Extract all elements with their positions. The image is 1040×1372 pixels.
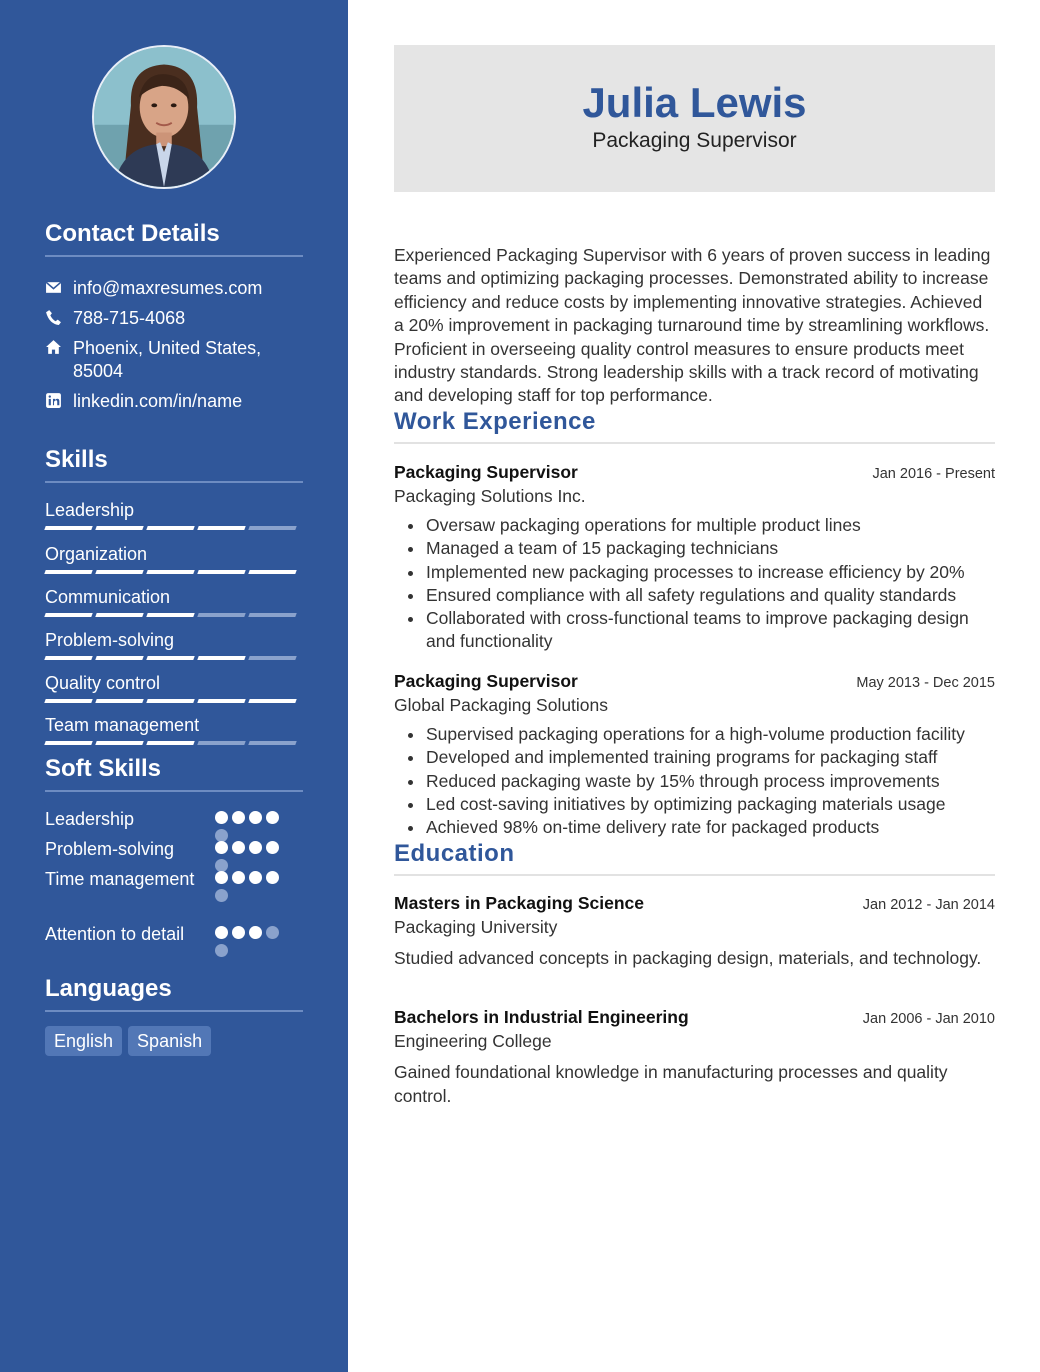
skill-level-segment [248,570,296,574]
skill-item [45,499,303,530]
language-badge: Spanish [128,1026,211,1056]
skill-item [45,672,303,703]
skill-label: Leadership [45,500,135,520]
job-entry [394,460,995,654]
contact-email-text: info@maxresumes.com [73,278,263,298]
skill-level-segment [95,526,143,530]
soft-skill-item [45,808,303,831]
job-bullet: Reduced packaging waste by 15% through process improvements [394,770,995,793]
soft-skill-label: Time management [45,869,195,889]
soft-skill-item [45,868,303,891]
contact-email[interactable] [45,277,303,300]
rating-dot [249,841,262,854]
skill-level-segment [95,699,143,703]
skill-level-segment [197,699,245,703]
linkedin-icon [45,390,73,413]
phone-icon [45,307,73,330]
skill-item [45,629,303,660]
job-bullet: Collaborated with cross-functional teams to improve packaging design and functionality [394,607,995,654]
skill-level-segment [248,699,296,703]
soft-skills-heading: Soft Skills [45,755,303,792]
skill-level-segment [146,526,194,530]
job-bullets [394,723,995,839]
work-experience-heading: Work Experience [394,408,995,444]
skill-label: Problem-solving [45,630,175,650]
skill-level-segment [146,699,194,703]
skill-level-segment [197,613,245,617]
profile-photo [92,45,236,189]
degree-title: Bachelors in Industrial Engineering [394,1007,689,1027]
rating-dot [266,811,279,824]
soft-skill-item [45,838,303,861]
skill-level-segment [44,570,92,574]
rating-dot [215,889,228,902]
rating-dot [215,926,228,939]
education-entry [394,891,995,970]
home-icon [45,337,73,383]
job-bullet: Oversaw packaging operations for multiple product lines [394,514,995,537]
rating-dot [232,926,245,939]
job-bullet: Achieved 98% on-time delivery rate for packaged products [394,816,995,839]
skill-label: Team management [45,715,200,735]
skill-level-segment [95,570,143,574]
skill-level-segment [248,526,296,530]
job-date: May 2013 - Dec 2015 [856,675,995,691]
education-heading: Education [394,840,995,876]
skill-level-bar [45,741,303,745]
skill-level-segment [146,570,194,574]
education-description: Gained foundational knowledge in manufacturing processes and quality control. [394,1062,948,1106]
job-bullet: Managed a team of 15 packaging technicians [394,537,995,560]
rating-dot [266,926,279,939]
candidate-role: Packaging Supervisor [592,129,797,152]
job-title: Packaging Supervisor [394,671,578,691]
contact-address [45,337,303,383]
skill-item [45,714,303,745]
education-date: Jan 2012 - Jan 2014 [862,897,995,913]
skill-level-bar [45,656,303,660]
skill-level-segment [197,570,245,574]
skill-level-segment [44,741,92,745]
soft-skill-label: Leadership [45,809,135,829]
job-bullet: Ensured compliance with all safety regulations and quality standards [394,584,995,607]
job-company: Packaging Solutions Inc. [394,486,586,506]
rating-dot [249,811,262,824]
candidate-name: Julia Lewis [582,79,807,126]
job-title: Packaging Supervisor [394,462,578,482]
skills-heading: Skills [45,446,303,483]
contact-linkedin-text: linkedin.com/in/name [73,391,243,411]
skill-level-segment [248,656,296,660]
contact-heading: Contact Details [45,220,303,257]
rating-dot [232,871,245,884]
skill-label: Communication [45,587,171,607]
skill-level-bar [45,570,303,574]
education-date: Jan 2006 - Jan 2010 [862,1011,995,1027]
skill-level-bar [45,526,303,530]
summary-paragraph: Experienced Packaging Supervisor with 6 years of proven success in leading teams and optimizing packaging processes. Demonstrated ability to increase efficiency and reduce costs by implementing innovative strategies. Achieved a 20% improvement in packaging turnaround time by streamlining workflows. Proficient in overseeing quality control measures to ensure products meet industry standards. Strong leadership skills with a track record of motivating and developing staff for top performance. [394,245,991,406]
education-entry [394,1005,995,1108]
job-entry [394,669,995,839]
rating-dot [266,841,279,854]
rating-dot [215,811,228,824]
skill-level-segment [248,741,296,745]
skill-label: Organization [45,544,148,564]
soft-skill-label: Attention to detail [45,924,185,944]
rating-dot [215,871,228,884]
skill-level-segment [197,656,245,660]
job-bullet: Developed and implemented training programs for packaging staff [394,746,995,769]
skill-level-bar [45,699,303,703]
rating-dot [266,871,279,884]
job-date: Jan 2016 - Present [872,466,995,482]
portrait-image [94,47,234,187]
skill-level-bar [45,613,303,617]
contact-address-text: Phoenix, United States, 85004 [73,338,262,381]
school-name: Engineering College [394,1031,552,1051]
soft-skill-label: Problem-solving [45,839,175,859]
skill-item [45,586,303,617]
skill-item [45,543,303,574]
soft-skill-item [45,923,303,946]
contact-phone-text: 788-715-4068 [73,308,186,328]
skill-level-segment [248,613,296,617]
education-description: Studied advanced concepts in packaging design, materials, and technology. [394,948,982,968]
languages-list [45,1026,211,1056]
skill-level-segment [44,699,92,703]
degree-title: Masters in Packaging Science [394,893,644,913]
job-bullets [394,514,995,654]
skill-level-segment [44,613,92,617]
rating-dot [232,841,245,854]
contact-phone[interactable] [45,307,303,330]
envelope-icon [45,277,73,300]
school-name: Packaging University [394,917,558,937]
skill-level-segment [197,526,245,530]
skill-level-segment [95,656,143,660]
resume-header [394,45,995,192]
language-badge: English [45,1026,122,1056]
job-bullet: Implemented new packaging processes to increase efficiency by 20% [394,561,995,584]
job-bullet: Led cost-saving initiatives by optimizing packaging materials usage [394,793,995,816]
skill-level-segment [146,656,194,660]
contact-linkedin[interactable] [45,390,303,413]
rating-dot [232,811,245,824]
rating-dot [215,944,228,957]
job-bullet: Supervised packaging operations for a high-volume production facility [394,723,995,746]
skill-label: Quality control [45,673,161,693]
skill-level-segment [146,741,194,745]
skill-level-segment [197,741,245,745]
rating-dot [249,871,262,884]
soft-skill-rating [215,871,290,907]
skill-level-segment [44,656,92,660]
sidebar [0,0,348,1372]
rating-dot [249,926,262,939]
skill-level-segment [146,613,194,617]
job-company: Global Packaging Solutions [394,695,609,715]
rating-dot [215,841,228,854]
languages-heading: Languages [45,975,303,1012]
skill-level-segment [95,613,143,617]
soft-skill-rating [215,926,290,962]
skill-level-segment [95,741,143,745]
skill-level-segment [44,526,92,530]
